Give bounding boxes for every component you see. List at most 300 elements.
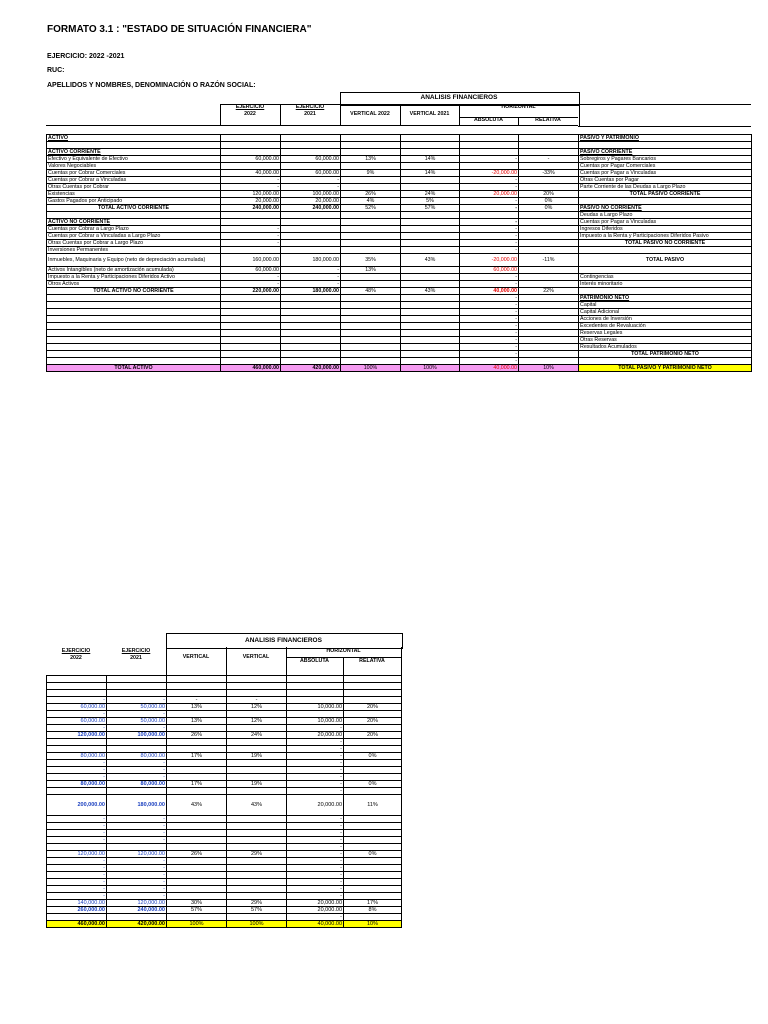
- horizontal-relativa-value: 0%: [344, 781, 402, 788]
- ejercicio-2021-value: 50,000.00: [107, 718, 167, 725]
- vertical-2022-value: [341, 323, 401, 330]
- ejercicio-2022-value: [221, 135, 281, 142]
- ejercicio-2021-value: [281, 309, 341, 316]
- horizontal-absoluta-value: -: [287, 774, 344, 781]
- ejercicio-2021-value: [107, 746, 167, 753]
- row-label: TOTAL ACTIVO CORRIENTE: [47, 205, 221, 212]
- total-2021-value: 420,000.00: [281, 365, 341, 372]
- ejercicio-2022-value: -: [221, 177, 281, 184]
- analisis-financieros-label: ANALISIS FINANCIEROS: [420, 94, 498, 101]
- ejercicio-2021-value: -: [107, 865, 167, 872]
- horizontal-relativa-value: 11%: [344, 795, 402, 816]
- vertical-b-value: [227, 725, 287, 732]
- ejercicio-2021-value: 20,000.00: [281, 198, 341, 205]
- bottom-vertical-b-header: VERTICAL: [242, 654, 270, 660]
- horizontal-relativa-value: 8%: [344, 907, 402, 914]
- horizontal-absoluta-value: -: [460, 219, 519, 226]
- vertical-2021-value: [401, 149, 460, 156]
- vertical-2022-value: 13%: [341, 267, 401, 274]
- vertical-2021-value: [401, 281, 460, 288]
- horizontal-relativa-value: [519, 295, 579, 302]
- horizontal-absoluta-value: -: [460, 330, 519, 337]
- ejercicio-2022-value: -: [47, 872, 107, 879]
- horizontal-relativa-value: 0%: [344, 753, 402, 760]
- row-label: Otras Cuentas por Cobrar: [47, 184, 221, 191]
- pasivo-patrimonio-label: [579, 142, 752, 149]
- vertical-b-value: 12%: [227, 718, 287, 725]
- pasivo-patrimonio-label: Sobregiros y Pagares Bancarios: [579, 156, 752, 163]
- ejercicio-2022-value: -: [47, 697, 107, 704]
- ejercicio-2022-value: -: [47, 893, 107, 900]
- horizontal-absoluta-value: -: [460, 302, 519, 309]
- horizontal-relativa-value: [344, 844, 402, 851]
- horizontal-absoluta-value: -: [287, 851, 344, 858]
- table-row: [47, 170, 752, 177]
- table-row: [47, 697, 402, 704]
- table-row: [47, 781, 402, 788]
- horizontal-relativa-value: [519, 281, 579, 288]
- horizontal-absoluta-value: -: [287, 767, 344, 774]
- horizontal-relativa-value: [344, 697, 402, 704]
- pasivo-patrimonio-label: PASIVO CORRIENTE: [579, 149, 752, 156]
- vertical-a-value: [167, 844, 227, 851]
- ejercicio-2021-value: -: [281, 274, 341, 281]
- vertical-2021-value: 14%: [401, 156, 460, 163]
- table-row: [47, 295, 752, 302]
- table-row: [47, 879, 402, 886]
- pasivo-patrimonio-label: [579, 358, 752, 365]
- ejercicio-2021-value: [281, 302, 341, 309]
- table-row: [47, 267, 752, 274]
- horizontal-absoluta-value: -: [287, 872, 344, 879]
- pasivo-patrimonio-label: TOTAL PASIVO: [579, 254, 752, 267]
- vertical-2022-value: 4%: [341, 198, 401, 205]
- pasivo-patrimonio-label: Capital: [579, 302, 752, 309]
- table-row: [47, 683, 402, 690]
- pasivo-patrimonio-label: Parte Corriente de las Deudas a Largo Plazo: [579, 184, 752, 191]
- vertical-2022-value: [341, 351, 401, 358]
- ejercicio-2022-value: [221, 323, 281, 330]
- ejercicio-2022-value: -: [47, 858, 107, 865]
- ejercicio-2022-value: [221, 142, 281, 149]
- vertical-b-value: 19%: [227, 781, 287, 788]
- horizontal-header: HORIZONTAL: [501, 104, 536, 110]
- total-absoluta: 40,000.00: [287, 921, 344, 928]
- horizontal-relativa-value: [519, 219, 579, 226]
- horizontal-absoluta-value: -: [460, 323, 519, 330]
- vertical-2022-value: 35%: [341, 254, 401, 267]
- total-2022-value: 460,000.00: [221, 365, 281, 372]
- ejercicio-2022-value: -: [221, 184, 281, 191]
- row-label: [47, 351, 221, 358]
- ejercicio-2021-value: -: [107, 767, 167, 774]
- ejercicio-2022-value: 260,000.00: [47, 907, 107, 914]
- bottom-relativa-header: RELATIVA: [359, 658, 385, 664]
- vertical-2022-value: [341, 337, 401, 344]
- vertical-a-value: [167, 760, 227, 767]
- horizontal-absoluta-value: -: [460, 247, 519, 254]
- horizontal-relativa-value: [519, 226, 579, 233]
- bottom-absoluta-header: ABSOLUTA: [299, 658, 330, 664]
- ejercicio-2022-value: [221, 212, 281, 219]
- vertical-2021-value: [401, 240, 460, 247]
- ejercicio-2021-value: -: [281, 267, 341, 274]
- ejercicio-2021-value: [281, 163, 341, 170]
- ejercicio-2022-value: -: [47, 711, 107, 718]
- vertical-b-value: 57%: [227, 907, 287, 914]
- table-row: [47, 135, 752, 142]
- pasivo-patrimonio-label: Cuentas por Pagar Comerciales: [579, 163, 752, 170]
- relativa-header: RELATIVA: [535, 117, 561, 123]
- ejercicio-2022-value: 240,000.00: [221, 205, 281, 212]
- row-label: [47, 309, 221, 316]
- vertical-a-value: [167, 725, 227, 732]
- ejercicio-2021-value: [281, 295, 341, 302]
- ejercicio-2021-value: [281, 358, 341, 365]
- horizontal-relativa-value: [519, 163, 579, 170]
- ejercicio-2022-value: -: [47, 823, 107, 830]
- ejercicio-2022-value: -: [47, 837, 107, 844]
- table-row: [47, 281, 752, 288]
- vertical-b-value: [227, 879, 287, 886]
- row-label: [47, 358, 221, 365]
- horizontal-absoluta-value: [287, 683, 344, 690]
- ejercicio-2022-value: -: [47, 830, 107, 837]
- ejercicio-2022-value: -: [47, 767, 107, 774]
- vertical-a-value: [167, 886, 227, 893]
- vertical-b-value: [227, 746, 287, 753]
- table-row: [47, 872, 402, 879]
- horizontal-relativa-value: [344, 739, 402, 746]
- ejercicio-2021-value: 120,000.00: [107, 900, 167, 907]
- ejercicio-2021-value: -: [281, 177, 341, 184]
- ejercicio-2021-value: -: [281, 184, 341, 191]
- ejercicio-2022-value: [47, 690, 107, 697]
- ejercicio-2021-value: -: [107, 837, 167, 844]
- ejercicio-2021-value: -: [281, 281, 341, 288]
- vertical-2021-value: [401, 337, 460, 344]
- ejercicio-2021-value: 240,000.00: [107, 907, 167, 914]
- vertical-2022-value: [341, 233, 401, 240]
- vertical-b-value: [227, 844, 287, 851]
- pasivo-patrimonio-label: Cuentas por Pagar a Vinculadas: [579, 219, 752, 226]
- horizontal-relativa-value: [519, 337, 579, 344]
- pasivo-patrimonio-label: [579, 247, 752, 254]
- pasivo-patrimonio-label: Otras Cuentas por Pagar: [579, 177, 752, 184]
- ejercicio-2021-value: -: [107, 830, 167, 837]
- ejercicio-2021-value: [107, 690, 167, 697]
- table-row: [47, 205, 752, 212]
- table-row: [47, 760, 402, 767]
- ejercicio-2022-value: [221, 219, 281, 226]
- table-row: [47, 746, 402, 753]
- horizontal-relativa-value: [344, 767, 402, 774]
- vertical-b-value: [227, 837, 287, 844]
- horizontal-absoluta-value: -: [460, 226, 519, 233]
- vertical-a-value: [167, 830, 227, 837]
- horizontal-relativa-value: 17%: [344, 900, 402, 907]
- horizontal-relativa-value: [519, 240, 579, 247]
- horizontal-absoluta-value: -: [287, 753, 344, 760]
- vertical-b-value: 24%: [227, 732, 287, 739]
- ejercicio-2022-value: 80,000.00: [47, 781, 107, 788]
- horizontal-absoluta-value: -: [287, 886, 344, 893]
- row-label: Cuentas por Cobrar Comerciales: [47, 170, 221, 177]
- ejercicio-2022-value: -: [47, 760, 107, 767]
- vertical-2022-value: [341, 184, 401, 191]
- total-vertical-a: 100%: [167, 921, 227, 928]
- horizontal-relativa-value: [519, 247, 579, 254]
- ejercicio-2022-value: -: [221, 233, 281, 240]
- table-row: [47, 788, 402, 795]
- ejercicio-2021-value: 100,000.00: [107, 732, 167, 739]
- table-row: [47, 219, 752, 226]
- horizontal-absoluta-value: -: [460, 205, 519, 212]
- horizontal-absoluta-value: -: [287, 816, 344, 823]
- ejercicio-2021-value: [281, 323, 341, 330]
- table-row: [47, 676, 402, 683]
- vertical-2022-value: 13%: [341, 156, 401, 163]
- ejercicio-2022-value: 40,000.00: [221, 170, 281, 177]
- balance-table: [46, 134, 752, 372]
- ejercicio-2021-value: [281, 351, 341, 358]
- vertical-b-value: [227, 823, 287, 830]
- vertical-2021-value: 5%: [401, 198, 460, 205]
- table-row: [47, 830, 402, 837]
- table-row: [47, 226, 752, 233]
- vertical-a-value: [167, 865, 227, 872]
- vertical-2021-value: [401, 142, 460, 149]
- pasivo-patrimonio-label: Reservas Legales: [579, 330, 752, 337]
- vertical-2021-value: [401, 323, 460, 330]
- ejercicio-2022-value: [47, 746, 107, 753]
- table-row: [47, 247, 752, 254]
- vertical-a-value: [167, 858, 227, 865]
- vertical-a-value: [167, 739, 227, 746]
- horizontal-relativa-value: [344, 858, 402, 865]
- vertical-2022-value: [341, 240, 401, 247]
- vertical-2021-value: [401, 184, 460, 191]
- ejercicio-2021-value: 60,000.00: [281, 156, 341, 163]
- horizontal-relativa-value: 0%: [344, 851, 402, 858]
- ejercicio-2021-value: [107, 914, 167, 921]
- horizontal-relativa-value: 0%: [519, 198, 579, 205]
- ejercicio-2022-value: 20,000.00: [221, 198, 281, 205]
- pasivo-patrimonio-label: Cuentas por Pagar a Vinculadas: [579, 170, 752, 177]
- bottom-ejercicio-2021-header: EJERCICIO 2021: [121, 648, 151, 661]
- vertical-b-value: [227, 893, 287, 900]
- horizontal-absoluta-value: [287, 676, 344, 683]
- ejercicio-2022-value: -: [47, 865, 107, 872]
- vertical-b-value: [227, 760, 287, 767]
- pasivo-patrimonio-label: Excedentes de Revaluación: [579, 323, 752, 330]
- ejercicio-2022-value: -: [221, 240, 281, 247]
- vertical-b-value: [227, 767, 287, 774]
- ejercicio-2021-value: -: [107, 823, 167, 830]
- total-relativa: 10%: [344, 921, 402, 928]
- vertical-2021-value: [401, 163, 460, 170]
- row-label: ACTIVO: [47, 135, 221, 142]
- table-row: [47, 886, 402, 893]
- total-relativa: 10%: [519, 365, 579, 372]
- horizontal-absoluta-value: [460, 212, 519, 219]
- ejercicio-2021-value: [281, 344, 341, 351]
- horizontal-absoluta-value: -: [287, 781, 344, 788]
- table-row: [47, 795, 402, 816]
- table-row: [47, 177, 752, 184]
- vertical-2021-value: 43%: [401, 288, 460, 295]
- vertical-2022-value: 9%: [341, 170, 401, 177]
- table-row: [47, 344, 752, 351]
- horizontal-absoluta-value: -: [287, 739, 344, 746]
- ejercicio-2022-value: -: [47, 816, 107, 823]
- horizontal-relativa-value: [519, 135, 579, 142]
- vertical-b-value: [227, 788, 287, 795]
- horizontal-absoluta-value: -: [460, 240, 519, 247]
- ejercicio-2021-value: -: [107, 879, 167, 886]
- row-label: Cuentas por Cobrar a Vinculadas: [47, 177, 221, 184]
- horizontal-relativa-value: [344, 879, 402, 886]
- vertical-2022-value: 26%: [341, 191, 401, 198]
- horizontal-relativa-value: [519, 177, 579, 184]
- pasivo-patrimonio-label: Interés minoritario: [579, 281, 752, 288]
- vertical-2022-value: [341, 295, 401, 302]
- table-row: [47, 907, 402, 914]
- ejercicio-2022-value: -: [47, 879, 107, 886]
- vertical-a-value: [167, 837, 227, 844]
- ejercicio-2022-value: -: [221, 274, 281, 281]
- horizontal-absoluta-value: -: [460, 156, 519, 163]
- horizontal-absoluta-value: -: [460, 184, 519, 191]
- ejercicio-2021-value: 80,000.00: [107, 753, 167, 760]
- ejercicio-2021-value: [281, 330, 341, 337]
- table-row: [47, 837, 402, 844]
- row-label: Cuentas por Cobrar a Largo Plazo: [47, 226, 221, 233]
- table-row: [47, 323, 752, 330]
- horizontal-absoluta-value: [460, 142, 519, 149]
- table-row: [47, 823, 402, 830]
- ejercicio-2022-value: 220,000.00: [221, 288, 281, 295]
- table-row: [47, 149, 752, 156]
- pasivo-patrimonio-label: PATRIMONIO NETO: [579, 295, 752, 302]
- horizontal-relativa-value: [344, 711, 402, 718]
- table-row: [47, 142, 752, 149]
- table-row: [47, 767, 402, 774]
- vertical-a-value: 26%: [167, 851, 227, 858]
- ejercicio-2022-value: -: [221, 226, 281, 233]
- horizontal-absoluta-value: -: [287, 746, 344, 753]
- horizontal-relativa-value: [344, 760, 402, 767]
- table-row: [47, 316, 752, 323]
- vertical-b-value: -: [227, 697, 287, 704]
- ejercicio-2022-value: [47, 739, 107, 746]
- analysis-table: [46, 675, 402, 928]
- vertical-2021-value: [401, 309, 460, 316]
- ejercicio-2022-value: 60,000.00: [221, 156, 281, 163]
- total-row: [47, 365, 752, 372]
- vertical-a-value: 13%: [167, 718, 227, 725]
- table-row: [47, 351, 752, 358]
- vertical-2022-value: [341, 142, 401, 149]
- row-label: [47, 316, 221, 323]
- ejercicio-2021-value: -: [107, 886, 167, 893]
- horizontal-relativa-value: [519, 212, 579, 219]
- horizontal-relativa-value: [519, 330, 579, 337]
- ejercicio-2021-value: -: [107, 872, 167, 879]
- vertical-2021-value: [401, 267, 460, 274]
- table-row: [47, 184, 752, 191]
- horizontal-relativa-value: [344, 676, 402, 683]
- vertical-a-value: [167, 711, 227, 718]
- horizontal-absoluta-value: [287, 697, 344, 704]
- horizontal-relativa-value: [344, 893, 402, 900]
- absoluta-header: ABSOLUTA: [473, 117, 504, 123]
- row-label: [47, 295, 221, 302]
- horizontal-relativa-value: [519, 184, 579, 191]
- vertical-a-value: [167, 879, 227, 886]
- vertical-2021-value: [401, 330, 460, 337]
- pasivo-patrimonio-label: Impuesto a la Renta y Participaciones Diferidos Pasivo: [579, 233, 752, 240]
- table-row: [47, 302, 752, 309]
- horizontal-relativa-value: 20%: [344, 732, 402, 739]
- vertical-2021-value: [401, 302, 460, 309]
- horizontal-absoluta-value: -: [460, 309, 519, 316]
- total-pasivo-patrimonio-label: TOTAL PASIVO Y PATRIMONIO NETO: [579, 365, 752, 372]
- ejercicio-2021-value: -: [107, 858, 167, 865]
- ejercicio-2022-value: [221, 163, 281, 170]
- vertical-a-value: -: [167, 697, 227, 704]
- vertical-2021-value: [401, 316, 460, 323]
- horizontal-relativa-value: [344, 837, 402, 844]
- horizontal-relativa-value: [344, 865, 402, 872]
- horizontal-relativa-value: [519, 267, 579, 274]
- vertical-2022-value: [341, 135, 401, 142]
- table-row: [47, 690, 402, 697]
- pasivo-patrimonio-label: TOTAL PATRIMONIO NETO: [579, 351, 752, 358]
- ejercicio-2022-value: [221, 351, 281, 358]
- table-row: [47, 163, 752, 170]
- vertical-b-value: [227, 739, 287, 746]
- vertical-2022-value: [341, 309, 401, 316]
- bottom-ejercicio-2022-header: EJERCICIO 2022: [61, 648, 91, 661]
- vertical-a-value: 17%: [167, 781, 227, 788]
- total-vertical-b: 100%: [227, 921, 287, 928]
- horizontal-absoluta-value: -: [287, 823, 344, 830]
- vertical-2022-header: VERTICAL 2022: [350, 111, 390, 117]
- vertical-2021-value: [401, 358, 460, 365]
- horizontal-absoluta-value: -: [287, 879, 344, 886]
- horizontal-absoluta-value: -: [287, 760, 344, 767]
- ejercicio-2021-value: 100,000.00: [281, 191, 341, 198]
- bottom-vertical-a-header: VERTICAL: [182, 654, 210, 660]
- ejercicio-2022-value: [47, 914, 107, 921]
- bottom-horizontal-header: HORIZONTAL: [326, 648, 361, 654]
- ejercicio-2022-value: -: [47, 886, 107, 893]
- ejercicio-2021-value: -: [107, 697, 167, 704]
- pasivo-patrimonio-label: Resultados Acumulados: [579, 344, 752, 351]
- vertical-2022-value: 48%: [341, 288, 401, 295]
- table-row: [47, 774, 402, 781]
- horizontal-absoluta-value: 40,000.00: [460, 288, 519, 295]
- vertical-2021-value: 14%: [401, 170, 460, 177]
- horizontal-absoluta-value: [460, 149, 519, 156]
- horizontal-relativa-value: [344, 872, 402, 879]
- row-label: [47, 344, 221, 351]
- horizontal-relativa-value: [519, 316, 579, 323]
- ejercicio-2021-value: [281, 337, 341, 344]
- horizontal-relativa-value: [344, 816, 402, 823]
- vertical-a-value: [167, 823, 227, 830]
